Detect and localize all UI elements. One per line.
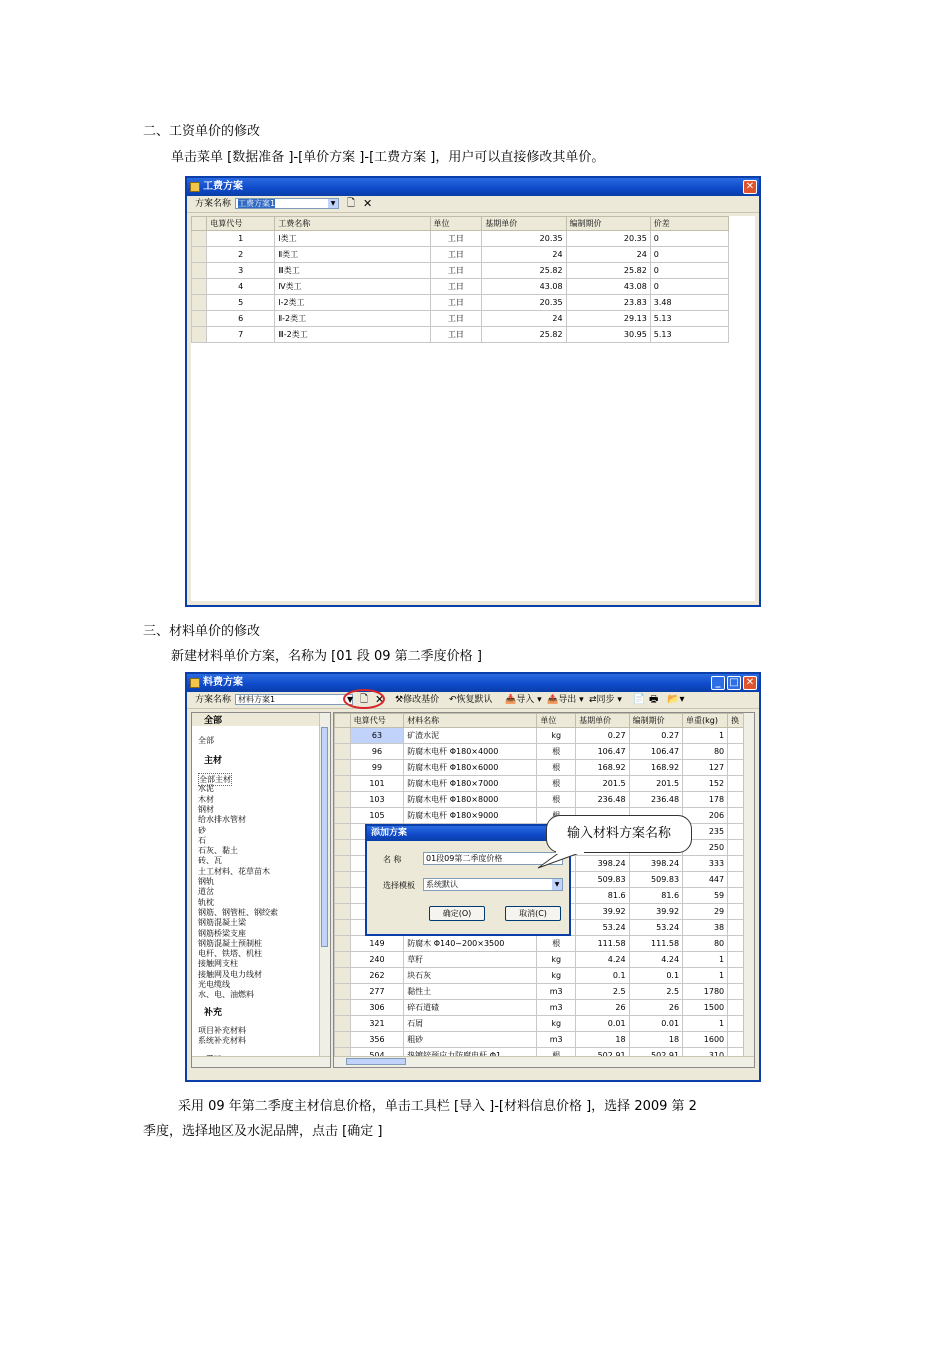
table-row[interactable] — [192, 295, 729, 311]
minimize-icon: _ — [715, 677, 721, 688]
table-cell[interactable]: 81.6 — [629, 888, 682, 904]
material-window — [185, 672, 761, 1082]
table-cell[interactable]: Ⅲ-2类工 — [275, 327, 430, 343]
tree-item[interactable]: 钢筋混凝土梁 — [198, 918, 246, 928]
tree-item[interactable]: 光电缆线 — [198, 980, 230, 989]
row-indicator[interactable] — [335, 760, 351, 776]
table-cell[interactable]: 18 — [629, 1032, 682, 1048]
tree-item[interactable]: 钢轨 — [198, 877, 214, 886]
table-row[interactable] — [335, 1016, 746, 1032]
table-cell[interactable]: 149 — [350, 936, 403, 952]
table-cell[interactable]: 0.01 — [629, 1016, 682, 1032]
table-cell[interactable]: 236.48 — [576, 792, 629, 808]
table-row[interactable] — [335, 984, 746, 1000]
row-indicator[interactable] — [192, 327, 207, 343]
table-cell[interactable]: 81.6 — [576, 888, 629, 904]
material-window-title: 料费方案 — [203, 677, 243, 688]
tree-item[interactable]: 木材 — [198, 794, 214, 804]
table-row[interactable] — [335, 744, 746, 760]
window-app-icon — [190, 678, 200, 688]
chevron-down-icon[interactable]: ▼ — [552, 879, 562, 890]
row-indicator[interactable] — [335, 824, 351, 840]
table-row[interactable] — [335, 936, 746, 952]
table-cell[interactable]: 39.92 — [576, 904, 629, 920]
delete-icon[interactable]: ✕ — [375, 693, 385, 706]
table-cell[interactable]: m3 — [537, 1032, 576, 1048]
table-cell[interactable]: Ⅱ-2类工 — [275, 311, 430, 327]
table-cell[interactable]: 块石灰 — [404, 968, 537, 984]
table-cell[interactable]: 24 — [482, 311, 566, 327]
close-button[interactable] — [743, 676, 757, 690]
table-row[interactable] — [335, 792, 746, 808]
table-cell[interactable]: 7 — [207, 327, 275, 343]
row-indicator[interactable] — [335, 840, 351, 856]
table-cell[interactable]: 1600 — [683, 1032, 728, 1048]
table-row[interactable] — [335, 728, 746, 744]
tree-item[interactable]: 钢材 — [198, 804, 214, 814]
table-cell[interactable]: 80 — [683, 936, 728, 952]
tree-item[interactable]: 电杆、铁塔、机柱 — [198, 949, 262, 959]
table-row[interactable] — [192, 247, 729, 263]
table-cell[interactable]: 防腐木电杆 Φ180×4000 — [404, 744, 537, 760]
column-header[interactable]: 电算代号 — [350, 714, 403, 728]
scrollbar-thumb[interactable] — [321, 727, 328, 947]
table-cell[interactable]: 2.5 — [629, 984, 682, 1000]
ok-button[interactable]: 确定(O) — [429, 906, 485, 921]
table-cell[interactable]: 24 — [566, 247, 650, 263]
table-cell[interactable]: 0.01 — [576, 1016, 629, 1032]
table-cell[interactable]: 43.08 — [482, 279, 566, 295]
close-icon: ✕ — [745, 677, 755, 688]
row-indicator[interactable] — [335, 888, 351, 904]
row-indicator[interactable] — [192, 263, 207, 279]
close-button[interactable] — [743, 180, 757, 194]
tree-vertical-scrollbar[interactable] — [319, 713, 330, 1057]
table-cell[interactable]: 1780 — [683, 984, 728, 1000]
table-cell[interactable]: kg — [537, 1016, 576, 1032]
table-cell[interactable]: 0.27 — [629, 728, 682, 744]
row-indicator[interactable] — [335, 856, 351, 872]
table-cell[interactable]: 5.13 — [650, 311, 728, 327]
import-icon: 📥 — [505, 695, 517, 705]
folder-icon[interactable]: 📂▾ — [667, 694, 685, 705]
row-indicator[interactable] — [335, 1000, 351, 1016]
table-cell[interactable]: 防腐木电杆 Φ180×9000 — [404, 808, 537, 824]
table-row[interactable] — [192, 263, 729, 279]
restore-default-button[interactable] — [449, 692, 493, 708]
table-cell[interactable]: 59 — [683, 888, 728, 904]
paragraph-labor: 单击菜单 [数据准备 ]-[单价方案 ]-[工费方案 ]，用户可以直接修改其单价。 — [171, 150, 605, 165]
table-cell[interactable]: m3 — [537, 1000, 576, 1016]
row-indicator[interactable] — [335, 744, 351, 760]
table-cell[interactable]: 5.13 — [650, 327, 728, 343]
table-cell[interactable]: 356 — [350, 1032, 403, 1048]
table-cell[interactable]: 38 — [683, 920, 728, 936]
new-file-icon[interactable]: 🗋 — [347, 198, 356, 209]
labor-grid-area — [191, 216, 755, 601]
sync-icon: ⇄ — [589, 695, 597, 705]
table-cell[interactable]: 4.24 — [576, 952, 629, 968]
tree-item[interactable]: 钢筋混凝土预制桩 — [198, 938, 262, 948]
tree-item[interactable]: 钢筋、钢管桩、钢绞索 — [198, 907, 278, 917]
category-tree — [191, 712, 331, 1068]
tree-item[interactable]: 砂 — [198, 825, 206, 835]
column-header[interactable]: 价差 — [650, 217, 728, 231]
table-cell[interactable]: 0 — [650, 231, 728, 247]
section-heading-material: 三、材料单价的修改 — [143, 624, 261, 639]
add-scheme-dialog-title: 添加方案 — [371, 828, 408, 838]
row-indicator[interactable] — [192, 295, 207, 311]
table-cell[interactable]: 根 — [537, 792, 576, 808]
tree-item[interactable]: 系统补充材料 — [198, 1036, 246, 1045]
table-cell[interactable]: Ⅳ类工 — [275, 279, 430, 295]
table-cell[interactable]: 53.24 — [576, 920, 629, 936]
table-cell[interactable]: 草籽 — [404, 952, 537, 968]
table-cell[interactable]: Ⅰ类工 — [275, 231, 430, 247]
row-indicator[interactable] — [335, 904, 351, 920]
table-cell[interactable]: 106.47 — [629, 744, 682, 760]
table-cell[interactable]: 509.83 — [629, 872, 682, 888]
column-header[interactable]: 材料名称 — [404, 714, 537, 728]
table-cell[interactable]: Ⅰ-2类工 — [275, 295, 430, 311]
import-button[interactable]: 📥导入 ▾ — [505, 695, 542, 705]
grid-horizontal-scrollbar[interactable] — [334, 1056, 754, 1067]
undo-icon: ↶ — [449, 695, 457, 705]
table-cell[interactable]: 工日 — [430, 311, 482, 327]
restore-default-label: 恢复默认 — [456, 695, 493, 705]
column-header[interactable]: 基期单价 — [576, 714, 629, 728]
table-cell[interactable]: 防腐木 Φ140~200×3500 — [404, 936, 537, 952]
scheme-combo[interactable] — [235, 198, 339, 209]
document-icon[interactable]: 📄 — [633, 694, 646, 705]
scrollbar-thumb[interactable] — [346, 1058, 406, 1065]
table-cell[interactable]: 235 — [683, 824, 728, 840]
tree-header-all[interactable]: 全部 — [192, 713, 324, 726]
row-indicator[interactable] — [335, 776, 351, 792]
table-cell[interactable]: 0 — [650, 247, 728, 263]
tree-item[interactable]: 石 — [198, 835, 206, 845]
column-header[interactable]: 编制期价 — [566, 217, 650, 231]
callout-joint — [556, 851, 584, 854]
table-cell[interactable]: 39.92 — [629, 904, 682, 920]
table-cell[interactable]: 277 — [350, 984, 403, 1000]
material-window-titlebar[interactable] — [187, 674, 759, 692]
row-indicator[interactable] — [335, 936, 351, 952]
table-cell[interactable]: 25.82 — [482, 263, 566, 279]
scheme-label: 方案名称 — [195, 199, 232, 209]
table-cell[interactable]: 20.35 — [482, 231, 566, 247]
table-cell[interactable]: kg — [537, 952, 576, 968]
labor-window-titlebar[interactable] — [187, 178, 759, 196]
table-cell[interactable]: 447 — [683, 872, 728, 888]
row-indicator[interactable] — [192, 279, 207, 295]
column-header[interactable]: 工费名称 — [275, 217, 430, 231]
grid-vertical-scrollbar[interactable] — [743, 713, 754, 1057]
table-cell[interactable]: 矿渣水泥 — [404, 728, 537, 744]
labor-window-title: 工费方案 — [203, 181, 243, 192]
table-cell[interactable]: 工日 — [430, 263, 482, 279]
scheme-label: 方案名称 — [195, 695, 232, 705]
column-header[interactable]: 基期单价 — [482, 217, 566, 231]
row-indicator[interactable] — [335, 808, 351, 824]
table-cell[interactable]: 250 — [683, 840, 728, 856]
table-cell[interactable]: 2 — [207, 247, 275, 263]
scheme-combo-value: 材料方案1 — [238, 695, 276, 704]
modify-base-label: 修改基价 — [403, 695, 440, 705]
table-cell[interactable]: 根 — [537, 760, 576, 776]
table-cell[interactable]: 工日 — [430, 247, 482, 263]
tree-item-all[interactable]: 全部 — [198, 736, 214, 745]
column-header[interactable]: 换 — [728, 714, 746, 728]
table-cell[interactable]: 127 — [683, 760, 728, 776]
table-cell[interactable]: 103 — [350, 792, 403, 808]
table-row[interactable] — [192, 327, 729, 343]
row-indicator[interactable] — [335, 872, 351, 888]
table-cell[interactable]: 29.13 — [566, 311, 650, 327]
table-cell[interactable]: 321 — [350, 1016, 403, 1032]
minimize-button[interactable] — [711, 676, 725, 690]
name-label: 名 称 — [383, 855, 402, 864]
table-cell[interactable]: 111.58 — [629, 936, 682, 952]
table-cell[interactable]: kg — [537, 968, 576, 984]
table-cell[interactable]: 1500 — [683, 1000, 728, 1016]
row-indicator[interactable] — [192, 231, 207, 247]
table-cell[interactable]: 6 — [207, 311, 275, 327]
table-row[interactable] — [192, 311, 729, 327]
table-cell[interactable]: 石屑 — [404, 1016, 537, 1032]
table-cell[interactable]: 509.83 — [576, 872, 629, 888]
table-cell[interactable]: 240 — [350, 952, 403, 968]
tree-item[interactable]: 全部主材 — [199, 775, 231, 784]
labor-window — [185, 176, 761, 607]
table-cell[interactable]: 262 — [350, 968, 403, 984]
table-row[interactable] — [335, 776, 746, 792]
table-row[interactable] — [335, 1032, 746, 1048]
tree-item[interactable]: 轨枕 — [198, 897, 214, 907]
table-cell[interactable]: 0 — [650, 279, 728, 295]
table-row[interactable] — [192, 231, 729, 247]
row-indicator[interactable] — [335, 920, 351, 936]
table-cell[interactable]: 粗砂 — [404, 1032, 537, 1048]
new-file-icon[interactable]: 🗋 — [360, 694, 369, 705]
table-cell[interactable]: 25.82 — [482, 327, 566, 343]
row-indicator[interactable] — [335, 1016, 351, 1032]
column-header[interactable]: 电算代号 — [207, 217, 275, 231]
table-cell[interactable]: 1 — [683, 1016, 728, 1032]
table-cell[interactable]: 工日 — [430, 279, 482, 295]
table-cell[interactable]: 201.5 — [576, 776, 629, 792]
tree-item[interactable]: 给水排水管材 — [198, 815, 246, 825]
table-cell[interactable]: 80 — [683, 744, 728, 760]
table-cell[interactable]: 201.5 — [629, 776, 682, 792]
export-label: 导出 — [558, 695, 577, 705]
tree-horizontal-scrollbar[interactable] — [192, 1056, 331, 1067]
table-cell[interactable]: 工日 — [430, 295, 482, 311]
table-cell[interactable]: 105 — [350, 808, 403, 824]
table-cell[interactable]: 96 — [350, 744, 403, 760]
print-icon[interactable]: 🖶 — [649, 694, 659, 705]
table-cell[interactable]: 1 — [683, 728, 728, 744]
table-cell[interactable]: 1 — [683, 952, 728, 968]
table-cell[interactable]: 20.35 — [566, 231, 650, 247]
labor-toolbar — [187, 196, 759, 213]
template-select[interactable] — [423, 878, 563, 891]
paragraph-import-line2: 季度，选择地区及水泥品牌，点击 [确定 ] — [143, 1124, 383, 1139]
row-indicator[interactable] — [335, 984, 351, 1000]
table-cell[interactable]: 根 — [537, 744, 576, 760]
chevron-down-icon[interactable]: ▼ — [328, 199, 338, 208]
table-cell[interactable]: 0.27 — [576, 728, 629, 744]
row-indicator[interactable] — [335, 1032, 351, 1048]
table-cell[interactable]: 0.1 — [576, 968, 629, 984]
modify-base-button[interactable] — [395, 692, 439, 708]
table-cell[interactable]: 24 — [482, 247, 566, 263]
table-cell[interactable]: 防腐木电杆 Φ180×7000 — [404, 776, 537, 792]
table-cell[interactable]: 0 — [650, 263, 728, 279]
table-cell[interactable]: 4.24 — [629, 952, 682, 968]
table-cell[interactable]: 碎石道碴 — [404, 1000, 537, 1016]
maximize-button[interactable] — [727, 676, 741, 690]
row-indicator[interactable] — [335, 728, 351, 744]
sync-label: 同步 — [596, 695, 615, 705]
table-cell[interactable]: 106.47 — [576, 744, 629, 760]
tool-icon: ⚒ — [395, 695, 404, 705]
table-cell[interactable]: 178 — [683, 792, 728, 808]
tree-item[interactable]: 水泥 — [198, 784, 214, 794]
export-button[interactable]: 📤导出 ▾ — [547, 695, 584, 705]
table-cell[interactable]: 236.48 — [629, 792, 682, 808]
table-cell[interactable]: 168.92 — [576, 760, 629, 776]
table-cell[interactable]: 工日 — [430, 231, 482, 247]
paragraph-import-line1: 采用 09 年第二季度主材信息价格，单击工具栏 [导入 ]-[材料信息价格 ]，选择 2009 第 2 — [178, 1099, 697, 1114]
maximize-icon: □ — [729, 677, 739, 688]
column-header[interactable]: 单位 — [537, 714, 576, 728]
table-cell[interactable]: 99 — [350, 760, 403, 776]
delete-icon[interactable]: ✕ — [363, 197, 373, 210]
column-header[interactable]: 单位 — [430, 217, 482, 231]
table-row[interactable] — [192, 279, 729, 295]
scheme-combo-value: 工费方案1 — [238, 199, 276, 208]
table-cell[interactable]: 20.35 — [482, 295, 566, 311]
template-label: 选择模板 — [383, 881, 415, 890]
cancel-button[interactable]: 取消(C) — [505, 906, 561, 921]
tree-item[interactable]: 项目补充材料 — [198, 1026, 246, 1035]
table-cell[interactable]: 25.82 — [566, 263, 650, 279]
table-row[interactable] — [335, 760, 746, 776]
table-cell[interactable]: 根 — [537, 936, 576, 952]
table-cell[interactable]: 26 — [629, 1000, 682, 1016]
row-indicator-header — [335, 714, 351, 728]
table-row[interactable] — [335, 968, 746, 984]
sync-button[interactable]: ⇄同步 ▾ — [589, 695, 622, 705]
tree-item[interactable]: 钢筋桥梁支座 — [198, 928, 246, 938]
tree-item[interactable]: 砖、瓦 — [198, 856, 222, 866]
window-app-icon — [190, 182, 200, 192]
close-icon: ✕ — [745, 181, 755, 192]
tree-header-supplement[interactable]: 补充 — [204, 1008, 223, 1018]
table-cell[interactable]: 3.48 — [650, 295, 728, 311]
export-icon: 📤 — [547, 695, 559, 705]
row-indicator-header — [192, 217, 207, 231]
table-cell[interactable]: 306 — [350, 1000, 403, 1016]
table-cell[interactable]: 工日 — [430, 327, 482, 343]
row-indicator[interactable] — [192, 247, 207, 263]
table-cell[interactable]: 63 — [350, 728, 403, 744]
table-cell[interactable]: 黏性土 — [404, 984, 537, 1000]
table-cell[interactable]: Ⅱ类工 — [275, 247, 430, 263]
table-cell[interactable]: 53.24 — [629, 920, 682, 936]
table-cell[interactable]: 30.95 — [566, 327, 650, 343]
tree-item[interactable]: 土工材料、花草苗木 — [198, 866, 270, 876]
table-cell[interactable]: 168.92 — [629, 760, 682, 776]
table-cell[interactable]: 43.08 — [566, 279, 650, 295]
table-cell[interactable]: 398.24 — [576, 856, 629, 872]
row-indicator[interactable] — [335, 792, 351, 808]
column-header[interactable]: 单重(kg) — [683, 714, 728, 728]
table-cell[interactable]: Ⅲ类工 — [275, 263, 430, 279]
table-row[interactable] — [335, 1000, 746, 1016]
section-heading-labor: 二、工资单价的修改 — [143, 124, 261, 139]
table-cell[interactable]: 152 — [683, 776, 728, 792]
table-cell[interactable]: 333 — [683, 856, 728, 872]
chevron-down-icon[interactable]: ▼ — [347, 695, 354, 704]
table-cell[interactable]: m3 — [537, 984, 576, 1000]
callout-bubble: 输入材料方案名称 — [546, 815, 692, 853]
table-row[interactable] — [335, 952, 746, 968]
tree-item[interactable]: 水、电、油燃料 — [198, 990, 254, 1000]
table-cell[interactable]: 26 — [576, 1000, 629, 1016]
table-cell[interactable]: 0.1 — [629, 968, 682, 984]
table-cell[interactable]: 1 — [207, 231, 275, 247]
table-cell[interactable]: 111.58 — [576, 936, 629, 952]
table-cell[interactable]: 101 — [350, 776, 403, 792]
scheme-combo[interactable] — [235, 694, 353, 705]
table-cell[interactable]: 3 — [207, 263, 275, 279]
table-cell[interactable]: 4 — [207, 279, 275, 295]
table-cell[interactable]: 5 — [207, 295, 275, 311]
tree-item[interactable]: 道岔 — [198, 887, 214, 897]
row-indicator[interactable] — [192, 311, 207, 327]
column-header[interactable]: 编制期价 — [629, 714, 682, 728]
import-label: 导入 — [516, 695, 535, 705]
labor-table — [191, 216, 729, 343]
scheme-name-input[interactable]: 01段09第二季度价格 — [423, 852, 563, 865]
row-indicator[interactable] — [335, 968, 351, 984]
table-cell[interactable]: 29 — [683, 904, 728, 920]
table-cell[interactable]: kg — [537, 728, 576, 744]
table-cell[interactable]: 根 — [537, 776, 576, 792]
table-cell[interactable]: 398.24 — [629, 856, 682, 872]
tree-item[interactable]: 石灰、黏土 — [198, 846, 238, 856]
table-cell[interactable]: 2.5 — [576, 984, 629, 1000]
material-toolbar — [187, 692, 759, 709]
tree-item[interactable]: 接触网支柱 — [198, 959, 238, 969]
table-cell[interactable]: 防腐木电杆 Φ180×8000 — [404, 792, 537, 808]
table-cell[interactable]: 18 — [576, 1032, 629, 1048]
table-cell[interactable]: 防腐木电杆 Φ180×6000 — [404, 760, 537, 776]
tree-header-main[interactable]: 主材 — [204, 756, 223, 766]
table-cell[interactable]: 1 — [683, 968, 728, 984]
template-select-value: 系统默认 — [426, 880, 458, 889]
paragraph-material: 新建材料单价方案，名称为 [01 段 09 第二季度价格 ] — [171, 649, 482, 664]
tree-item[interactable]: 接触网及电力线材 — [198, 969, 262, 979]
table-cell[interactable]: 206 — [683, 808, 728, 824]
row-indicator[interactable] — [335, 952, 351, 968]
annotation-circle — [343, 689, 385, 709]
table-cell[interactable]: 23.83 — [566, 295, 650, 311]
